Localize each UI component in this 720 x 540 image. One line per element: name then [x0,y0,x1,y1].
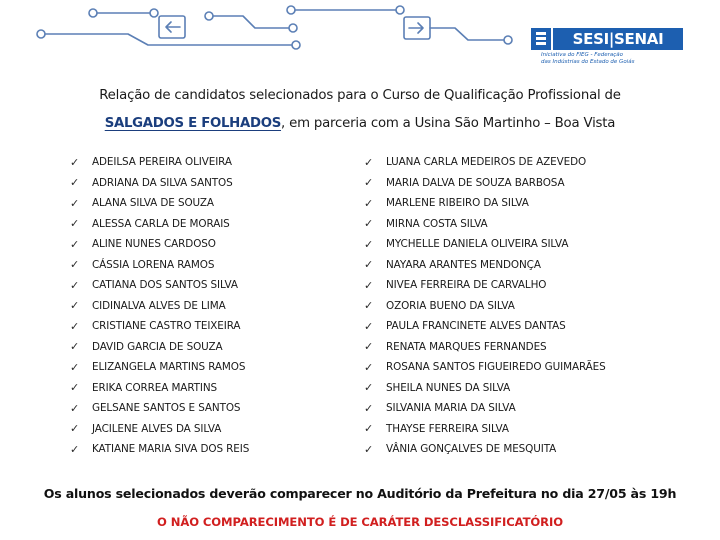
circuit-node [396,6,404,14]
logo-mark-icon [531,28,551,50]
candidate-item [364,357,606,378]
checkmark-icon: ✓ [70,155,80,169]
candidate-item [364,419,606,440]
checkmark-icon: ✓ [364,422,374,436]
checkmark-icon: ✓ [70,237,80,251]
arrow-right-icon [409,23,423,33]
candidate-name: DAVID GARCIA DE SOUZA [92,340,223,353]
candidate-name: GELSANE SANTOS E SANTOS [92,402,241,415]
checkmark-icon: ✓ [364,196,374,210]
candidate-name: NIVEA FERREIRA DE CARVALHO [386,279,547,292]
circuit-node [289,24,297,32]
candidate-name: MIRNA COSTA SILVA [386,217,488,230]
candidate-item [70,152,249,173]
candidate-name: MYCHELLE DANIELA OLIVEIRA SILVA [386,238,569,251]
checkmark-icon: ✓ [70,340,80,354]
candidate-item [364,398,606,419]
candidate-item [364,378,606,399]
circuit-line [213,16,289,28]
candidate-name: THAYSE FERREIRA SILVA [386,422,509,435]
circuit-node [504,36,512,44]
candidate-name: CÁSSIA LORENA RAMOS [92,258,215,271]
circuit-line [430,28,504,40]
candidate-name: KATIANE MARIA SIVA DOS REIS [92,443,250,456]
candidate-name: ADEILSA PEREIRA OLIVEIRA [92,156,232,169]
circuit-node [37,30,45,38]
checkmark-icon: ✓ [70,299,80,313]
candidate-item [364,316,606,337]
candidate-name: RENATA MARQUES FERNANDES [386,340,547,353]
checkmark-icon: ✓ [70,176,80,190]
checkmark-icon: ✓ [364,155,374,169]
candidate-item [70,173,249,194]
candidate-item [70,193,249,214]
circuit-line [45,34,292,45]
candidate-name: PAULA FRANCINETE ALVES DANTAS [386,320,566,333]
candidate-item [70,419,249,440]
disqualification-warning: O NÃO COMPARECIMENTO É DE CARÁTER DESCLASSIFICATÓRIO [157,515,563,529]
checkmark-icon: ✓ [70,196,80,210]
candidate-name: ALANA SILVA DE SOUZA [92,197,214,210]
candidate-name: VÂNIA GONÇALVES DE MESQUITA [386,443,557,456]
checkmark-icon: ✓ [70,217,80,231]
checkmark-icon: ✓ [364,360,374,374]
candidate-name: LUANA CARLA MEDEIROS DE AZEVEDO [386,156,587,169]
candidate-name: MARLENE RIBEIRO DA SILVA [386,197,529,210]
checkmark-icon: ✓ [364,299,374,313]
logo-subtitle: Iniciativa do FIEG - Federação das Indústrias do Estado de Goiás [541,52,635,65]
candidate-name: CRISTIANE CASTRO TEIXEIRA [92,320,241,333]
checkmark-icon: ✓ [364,237,374,251]
checkmark-icon: ✓ [364,258,374,272]
circuit-decoration [0,0,520,60]
candidate-item [364,439,606,460]
course-name: SALGADOS E FOLHADOS [104,116,282,131]
candidate-item [364,214,606,235]
checkmark-icon: ✓ [364,176,374,190]
candidate-name: ELIZANGELA MARTINS RAMOS [92,361,246,374]
checkmark-icon: ✓ [70,442,80,456]
candidate-name: CATIANA DOS SANTOS SILVA [92,279,238,292]
heading-line-2 [0,116,720,131]
sesi-senai-logo [531,28,683,74]
checkmark-icon: ✓ [364,278,374,292]
attendance-notice: Os alunos selecionados deverão comparecer no Auditório da Prefeitura no dia 27/05 às 19h [43,486,677,501]
candidate-item [70,398,249,419]
circuit-node [205,12,213,20]
checkmark-icon: ✓ [364,381,374,395]
checkmark-icon: ✓ [364,442,374,456]
candidate-name: ROSANA SANTOS FIGUEIREDO GUIMARÃES [386,361,606,374]
candidate-list-right [364,152,606,460]
candidate-name: ERIKA CORREA MARTINS [92,381,218,394]
checkmark-icon: ✓ [70,319,80,333]
candidate-item [364,193,606,214]
candidate-name: SHEILA NUNES DA SILVA [386,381,511,394]
candidate-list-left [70,152,249,460]
heading-line-1: Relação de candidatos selecionados para o Curso de Qualificação Profissional de [99,88,621,103]
circuit-node [150,9,158,17]
candidate-item [364,296,606,317]
arrow-left-icon [166,22,180,32]
checkmark-icon: ✓ [70,381,80,395]
candidate-item [70,378,249,399]
candidate-name: SILVANIA MARIA DA SILVA [386,402,516,415]
candidate-item [70,255,249,276]
candidate-name: CIDINALVA ALVES DE LIMA [92,299,226,312]
candidate-item [70,296,249,317]
candidate-item [364,255,606,276]
candidate-item [70,214,249,235]
candidate-name: NAYARA ARANTES MENDONÇA [386,258,541,271]
checkmark-icon: ✓ [70,360,80,374]
candidate-item [70,439,249,460]
checkmark-icon: ✓ [70,422,80,436]
candidate-name: ADRIANA DA SILVA SANTOS [92,176,233,189]
candidate-name: ALESSA CARLA DE MORAIS [92,217,230,230]
candidate-item [70,357,249,378]
candidate-name: JACILENE ALVES DA SILVA [92,422,222,435]
candidate-item [70,337,249,358]
candidate-item [364,173,606,194]
circuit-node [287,6,295,14]
candidate-item [70,234,249,255]
candidate-item [364,337,606,358]
checkmark-icon: ✓ [364,340,374,354]
candidate-item [364,275,606,296]
candidate-name: MARIA DALVA DE SOUZA BARBOSA [386,176,565,189]
checkmark-icon: ✓ [70,401,80,415]
checkmark-icon: ✓ [70,258,80,272]
checkmark-icon: ✓ [364,217,374,231]
logo-wordmark: SESI|SENAI [553,28,683,50]
checkmark-icon: ✓ [364,401,374,415]
circuit-node [292,41,300,49]
heading-partner-text: , em parceria com a Usina São Martinho – Boa Vista [281,116,616,131]
circuit-node [89,9,97,17]
candidate-item [70,275,249,296]
checkmark-icon: ✓ [364,319,374,333]
candidate-name: OZORIA BUENO DA SILVA [386,299,515,312]
checkmark-icon: ✓ [70,278,80,292]
candidate-item [364,234,606,255]
candidate-item [70,316,249,337]
candidate-name: ALINE NUNES CARDOSO [92,238,216,251]
candidate-item [364,152,606,173]
